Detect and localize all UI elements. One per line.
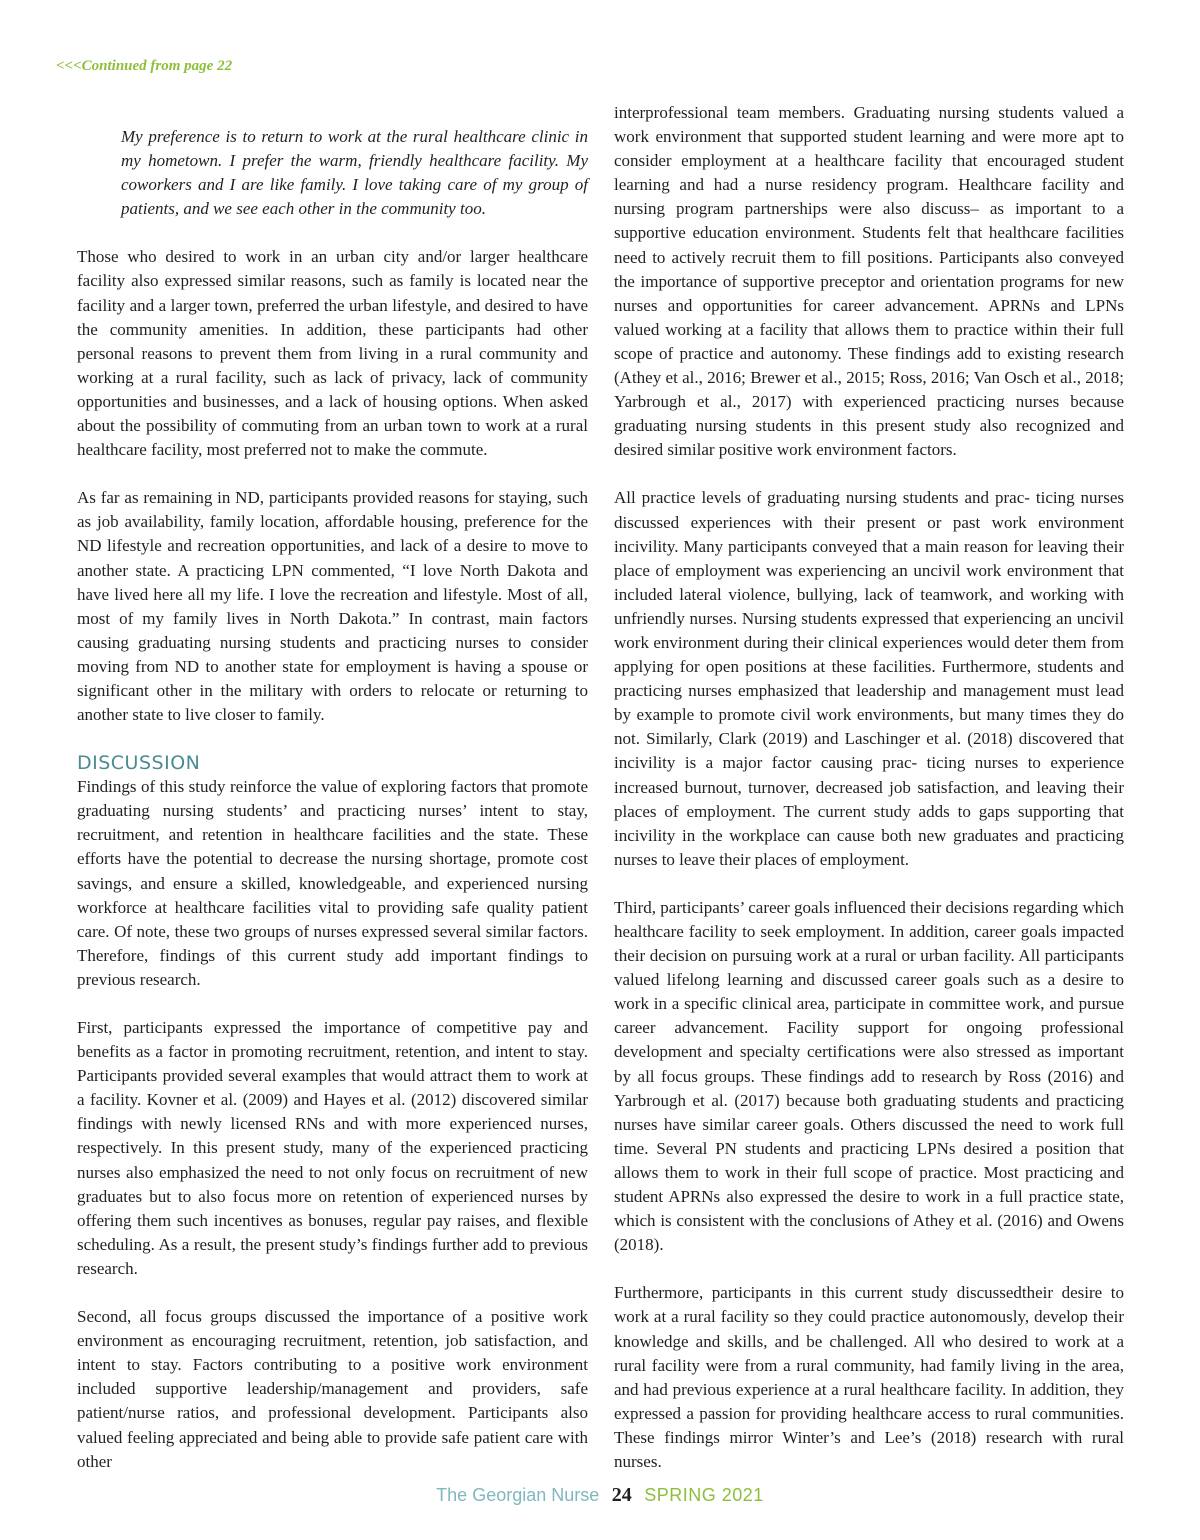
page-number: 24 [611,1484,632,1506]
paragraph: Third, participants’ career goals influenced their decisions regarding which healthcare facility to seek employment. In addition, career goals impacted their decision on pursuing work at a rural or urban facility. All participants valued lifelong learning and discussed career goals such as a desire to work in a specific clinical area, participate in committee work, and pursue career advancement. Facility support for ongoing professional development and specialty certifications were also stressed as important by all focus groups. These findings add to research by Ross (2016) and Yarbrough et al. (2017) because both graduating students and practicing nurses have similar career goals. Others discussed the need to work full time. Several PN students and practicing LPNs desired a position that allows them to work in their full scope of practice. Most practicing and student APRNs also expressed the desire to work in a full practice state, which is consistent with the conclusions of Athey et al. (2016) and Owens (2018). [614,897,1124,1255]
issue-season: SPRING 2021 [644,1485,764,1505]
right-column [614,101,1124,1474]
paragraph: interprofessional team members. Graduating nursing students valued a work environment that supported student learning and were more apt to consider employment at a healthcare facility that encouraged student learning and had a nurse residency program. Healthcare facility and nursing program partnerships were also discuss– as important to a supportive education environment. Students felt that healthcare facilities need to actively recruit them to fill positions. Participants also conveyed the importance of supportive preceptor and orientation programs for new nurses and opportunities for career advancement. APRNs and LPNs valued working at a facility that allows them to practice within their full scope of practice and autonomy. These findings add to existing research (Athey et al., 2016; Brewer et al., 2015; Ross, 2016; Van Osch et al., 2018; Yarbrough et al., 2017) with experienced practicing nurses because graduating nursing students in this present study also recognized and desired similar positive work environment factors. [614,103,1124,460]
paragraph: First, participants expressed the importance of competitive pay and benefits as a factor in promoting recruitment, retention, and intent to stay. Participants provided several examples that would attract them to work at a facility. Kovner et al. (2009) and Hayes et al. (2012) discovered similar findings with newly licensed RNs and with more experienced nurses, respectively. In this present study, many of the experienced practicing nurses also emphasized the need to not only focus on recruitment of new graduates but to also focus more on retention of experienced nurses by offering them such incentives as bonuses, regular pay raises, and flexible scheduling. As a result, the present study’s findings further add to previous research. [77,1018,588,1278]
left-column [77,101,588,1474]
paragraph: Second, all focus groups discussed the importance of a positive work environment as encouraging recruitment, retention, job satisfaction, and intent to stay. Factors contributing to a positive work environment included supportive leadership/management and providers, safe patient/nurse ratios, and professional development. Participants also valued feeling appreciated and being able to provide safe patient care with other [77,1307,588,1471]
page-footer [0,1484,1200,1507]
block-quote: My preference is to return to work at the rural healthcare clinic in my hometown. I prefer the warm, friendly healthcare facility. My coworkers and I are like family. I love taking care of my group of patients, and we see each other in the community too. [121,127,588,219]
paragraph: Furthermore, participants in this current study discussedtheir desire to work at a rural facility so they could practice autonomously, develop their knowledge and skills, and be challenged. All who desired to work at a rural facility were from a rural community, had family living in the area, and had previous experience at a rural healthcare facility. In addition, they expressed a passion for providing healthcare access to rural communities. These findings mirror Winter’s and Lee’s (2018) research with rural nurses. [614,1283,1124,1471]
paragraph: As far as remaining in ND, participants provided reasons for staying, such as job availability, family location, affordable housing, preference for the ND lifestyle and recreation opportunities, and lack of a desire to move to another state. A practicing LPN commented, “I love North Dakota and have lived here all my life. I love the recreation and lifestyle. Most of all, most of my family lives in North Dakota.” In contrast, main factors causing graduating nursing students and practicing nurses to consider moving from ND to another state for employment is having a spouse or significant other in the military with orders to relocate or returning to another state to live closer to family. [77,488,588,725]
section-heading: DISCUSSION [77,752,201,775]
magazine-title: The Georgian Nurse [436,1485,600,1505]
continued-note: <<<Continued from page 22 [56,58,233,74]
paragraph: Those who desired to work in an urban city and/or larger healthcare facility also expressed similar reasons, such as family is located near the facility and a larger town, preferred the urban lifestyle, and desired to have the community amenities. In addition, these participants had other personal reasons to prevent them from living in a rural community and working at a rural facility, such as lack of privacy, lack of community opportunities and businesses, and a lack of housing options. When asked about the possibility of commuting from an urban town to work at a rural healthcare facility, most preferred not to make the commute. [77,247,588,460]
paragraph: Findings of this study reinforce the value of exploring factors that promote graduating nursing students’ and practicing nurses’ intent to stay, recruitment, and retention in healthcare facilities and the state. These efforts have the potential to decrease the nursing shortage, promote cost savings, and ensure a skilled, knowledgeable, and experienced nursing workforce at healthcare facilities vital to providing safe quality patient care. Of note, these two groups of nurses expressed several similar factors. Therefore, findings of this current study add important findings to previous research. [77,777,588,989]
paragraph: All practice levels of graduating nursing students and prac- ticing nurses discussed experiences with their present or past work environment incivility. Many participants conveyed that a main reason for leaving their place of employment was experiencing an uncivil work environment that included lateral violence, bullying, lack of teamwork, and working with unfriendly nurses. Nursing students expressed that experiencing an uncivil work environment during their clinical experiences would deter them from applying for open positions at these facilities. Furthermore, students and practicing nurses emphasized that leadership and management must lead by example to promote civil work environments, but many times they do not. Similarly, Clark (2019) and Laschinger et al. (2018) discovered that incivility is a major factor causing prac- ticing nurses to experience increased burnout, turnover, decreased job satisfaction, and leaving their places of employment. The current study adds to gaps supporting that incivility in the workplace can cause both new graduates and practicing nurses to leave their places of employment. [614,488,1124,869]
